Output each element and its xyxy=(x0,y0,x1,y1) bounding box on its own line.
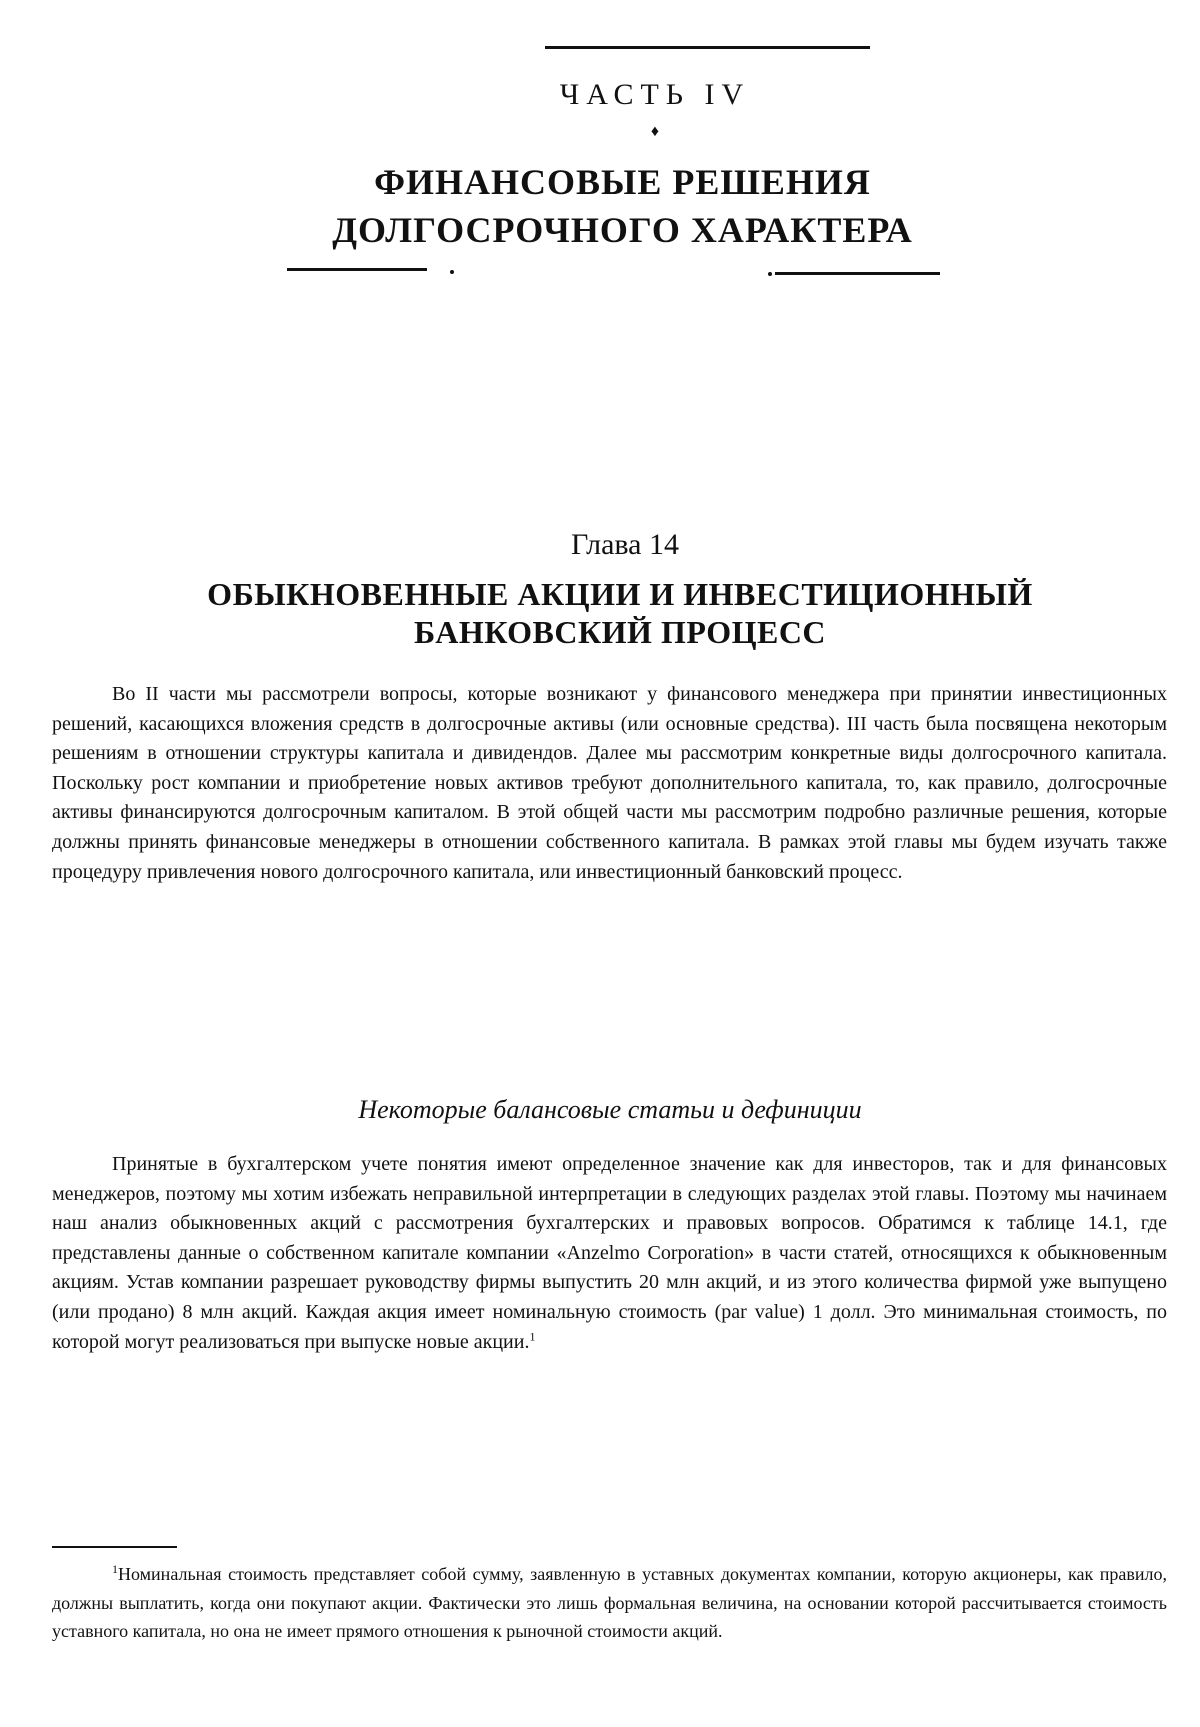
body-paragraph-text: Принятые в бухгалтерском учете понятия имеют определенное значение как для инвесторов, так и для финансовых менеджеров, поэтому мы хотим избежать неправильной интерпретации в следующих разделах этой главы. Поэтому мы начинаем наш анализ обыкновенных акций с рассмотрения бухгалтерских и правовых вопросов. Обратимся к таблице 14.1, где представлены данные о собственном капитале компании «Anzelmo Corporation» в части статей, относящихся к обыкновенным акциям. Устав компании разрешает руководству фирмы выпустить 20 млн акций, и из этого количества фирмой уже выпущено (или продано) 8 млн акций. Каждая акция имеет номинальную стоимость (par value) 1 долл. Это минимальная стоимость, по которой могут реализоваться при выпуске новые акции. xyxy=(52,1153,1167,1353)
part-top-rule xyxy=(545,46,870,49)
footnote-mark: 1 xyxy=(112,1562,118,1576)
chapter-title-line-2: БАНКОВСКИЙ ПРОЦЕСС xyxy=(413,614,827,650)
part-bottom-rule-right xyxy=(775,272,940,275)
body-paragraph xyxy=(52,1150,1167,1357)
footnote-reference: 1 xyxy=(529,1328,536,1343)
chapter-label: Глава 14 xyxy=(571,528,679,561)
section-title: Некоторые балансовые статьи и дефиниции xyxy=(358,1095,862,1124)
rule-dot xyxy=(768,272,772,276)
footnote xyxy=(52,1560,1167,1646)
part-bottom-rule-left xyxy=(287,268,427,271)
chapter-title-line-1: ОБЫКНОВЕННЫЕ АКЦИИ И ИНВЕСТИЦИОННЫЙ xyxy=(207,576,1033,612)
intro-paragraph: Во II части мы рассмотрели вопросы, которые возникают у финансового менеджера при принятии инвестиционных решений, касающихся вложения средств в долгосрочные активы (или основные средства). III часть была посвящена некоторым решениям в отношении структуры капитала и дивидендов. Далее мы рассмотрим конкретные виды долгосрочного капитала. Поскольку рост компании и приобретение новых активов требуют дополнительного капитала, то, как правило, долгосрочные активы финансируются долгосрочным капиталом. В этой общей части мы рассмотрим подробно различные решения, которые должны принять финансовые менеджеры в отношении собственного капитала. В рамках этой главы мы будем изучать также процедуру привлечения нового долгосрочного капитала, или инвестиционный банковский процесс. xyxy=(52,683,1167,883)
chapter-title xyxy=(0,575,1200,651)
footnote-divider xyxy=(52,1546,177,1548)
part-title xyxy=(0,158,1200,254)
diamond-ornament-icon: ♦ xyxy=(650,123,660,140)
footnote-text: Номинальная стоимость представляет собой сумму, заявленную в уставных документах компании, которую акционеры, как правило, должны выплатить, когда они покупают акции. Фактически это лишь формальная величина, на основании которой рассчитывается стоимость уставного капитала, но она не имеет прямого отношения к рыночной стоимости акций. xyxy=(52,1564,1167,1641)
part-title-line-2: ДОЛГОСРОЧНОГО ХАРАКТЕРА xyxy=(332,210,913,250)
rule-dot xyxy=(450,270,454,274)
part-label: ЧАСТЬ IV xyxy=(559,78,751,111)
part-title-line-1: ФИНАНСОВЫЕ РЕШЕНИЯ xyxy=(374,162,871,202)
